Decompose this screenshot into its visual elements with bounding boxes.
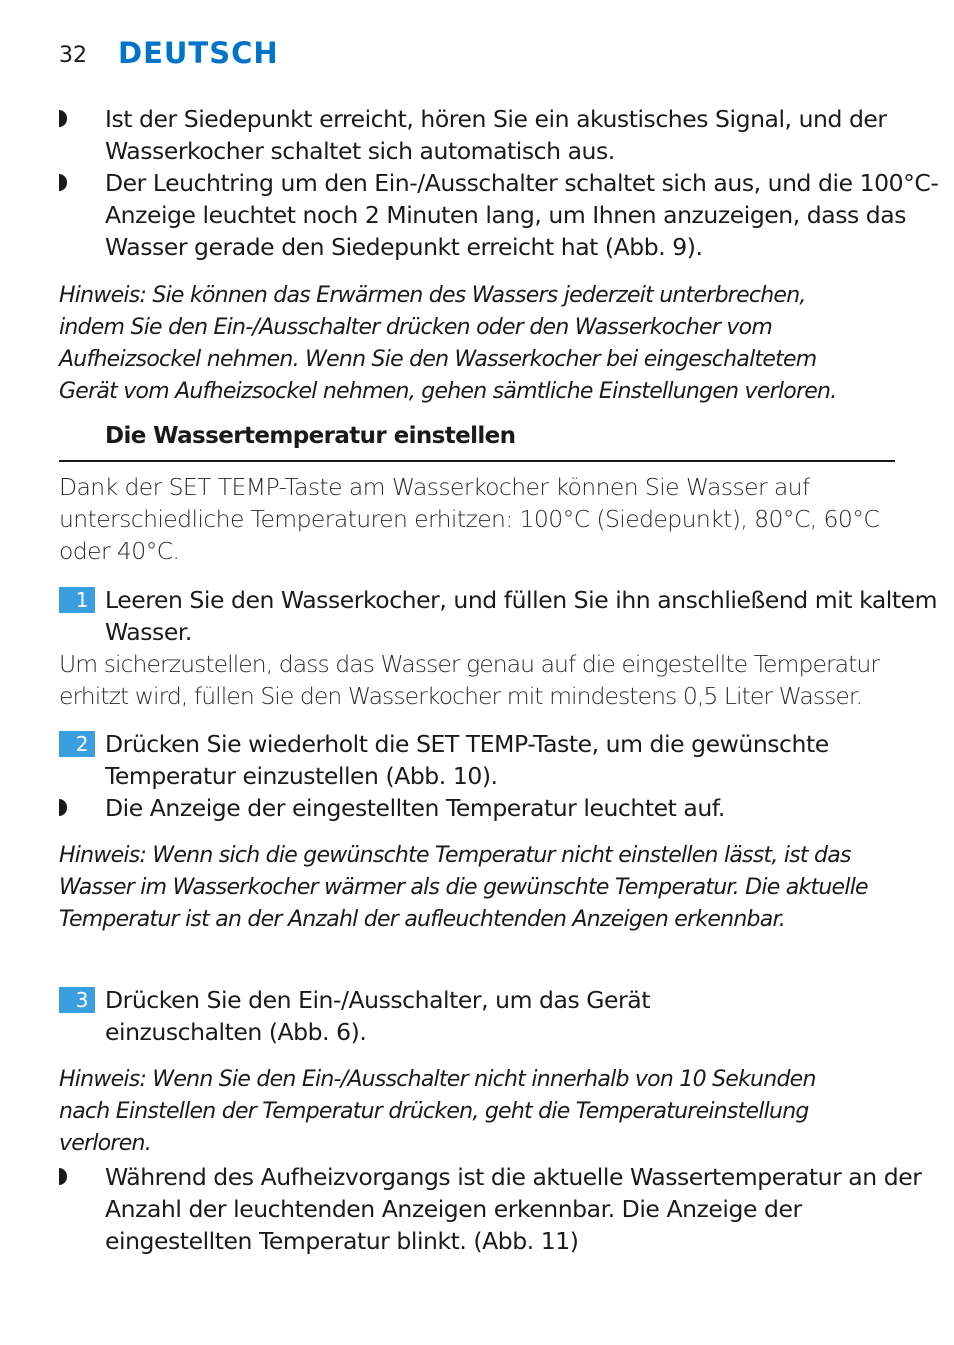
intro-paragraph: Dank der SET TEMP-Taste am Wasserkocher können Sie Wasser auf unterschiedliche Temperaturen erhitzen: 100°C (Siedepunkt), 80°C, 60°C oder 40°C.: [59, 473, 880, 565]
step-number-badge: 3: [59, 987, 95, 1013]
step-item: [59, 984, 745, 1048]
note-paragraph: Hinweis: Wenn sich die gewünschte Temperatur nicht einstellen lässt, ist das Wasser im Wasserkocher wärmer als die gewünschte Temperatur. Die aktuelle Temperatur ist an der Anzahl der aufleuchtenden Anzeigen erkennbar.: [59, 843, 868, 932]
bullet-text: Ist der Siedepunkt erreicht, hören Sie ein akustisches Signal, und der Wasserkocher schaltet sich automatisch aus.: [105, 105, 887, 165]
step-text: Leeren Sie den Wasserkocher, und füllen Sie ihn anschließend mit kaltem Wasser.: [105, 586, 938, 646]
step-detail: Um sicherzustellen, dass das Wasser genau auf die eingestellte Temperatur erhitzt wird, füllen Sie den Wasserkocher mit mindestens 0,5 Liter Wasser.: [59, 650, 880, 710]
bullet-marker-icon: [59, 110, 67, 127]
bullet-item: [59, 792, 945, 824]
step-number-badge: 2: [59, 731, 95, 757]
step-item: [59, 584, 945, 648]
bullet-item: [59, 1161, 945, 1257]
page-number: 32: [59, 43, 87, 68]
section-heading: [59, 420, 895, 462]
bullet-marker-icon: [59, 799, 67, 816]
language-heading: DEUTSCH: [118, 36, 279, 70]
bullet-item: [59, 103, 945, 167]
step-number-badge: 1: [59, 587, 95, 613]
bullet-text: Während des Aufheizvorgangs ist die aktuelle Wassertemperatur an der Anzahl der leuchtenden Anzeigen erkennbar. Die Anzeige der eingestellten Temperatur blinkt. (Abb. 11): [105, 1163, 922, 1255]
bullet-text: Der Leuchtring um den Ein-/Ausschalter schaltet sich aus, und die 100°C-Anzeige leuchtet noch 2 Minuten lang, um Ihnen anzuzeigen, dass das Wasser gerade den Siedepunkt erreicht hat (Abb. 9).: [105, 169, 939, 261]
section-title: Die Wassertemperatur einstellen: [105, 423, 516, 449]
bullet-item: [59, 167, 945, 263]
bullet-marker-icon: [59, 174, 67, 191]
step-text: Drücken Sie den Ein-/Ausschalter, um das Gerät einzuschalten (Abb. 6).: [105, 986, 650, 1046]
bullet-marker-icon: [59, 1168, 67, 1185]
note-paragraph: Hinweis: Wenn Sie den Ein-/Ausschalter nicht innerhalb von 10 Sekunden nach Einstellen der Temperatur drücken, geht die Temperatureinstellung verloren.: [59, 1067, 816, 1156]
step-item: [59, 728, 945, 792]
step-text: Drücken Sie wiederholt die SET TEMP-Taste, um die gewünschte Temperatur einzustellen (Abb. 10).: [105, 730, 829, 790]
bullet-text: Die Anzeige der eingestellten Temperatur leuchtet auf.: [105, 794, 725, 822]
note-paragraph: Hinweis: Sie können das Erwärmen des Wassers jederzeit unterbrechen, indem Sie den Ein-/Ausschalter drücken oder den Wasserkocher vom Aufheizsockel nehmen. Wenn Sie den Wasserkocher bei eingeschaltetem Gerät vom Aufheizsockel nehmen, gehen sämtliche Einstellungen verloren.: [59, 283, 837, 404]
